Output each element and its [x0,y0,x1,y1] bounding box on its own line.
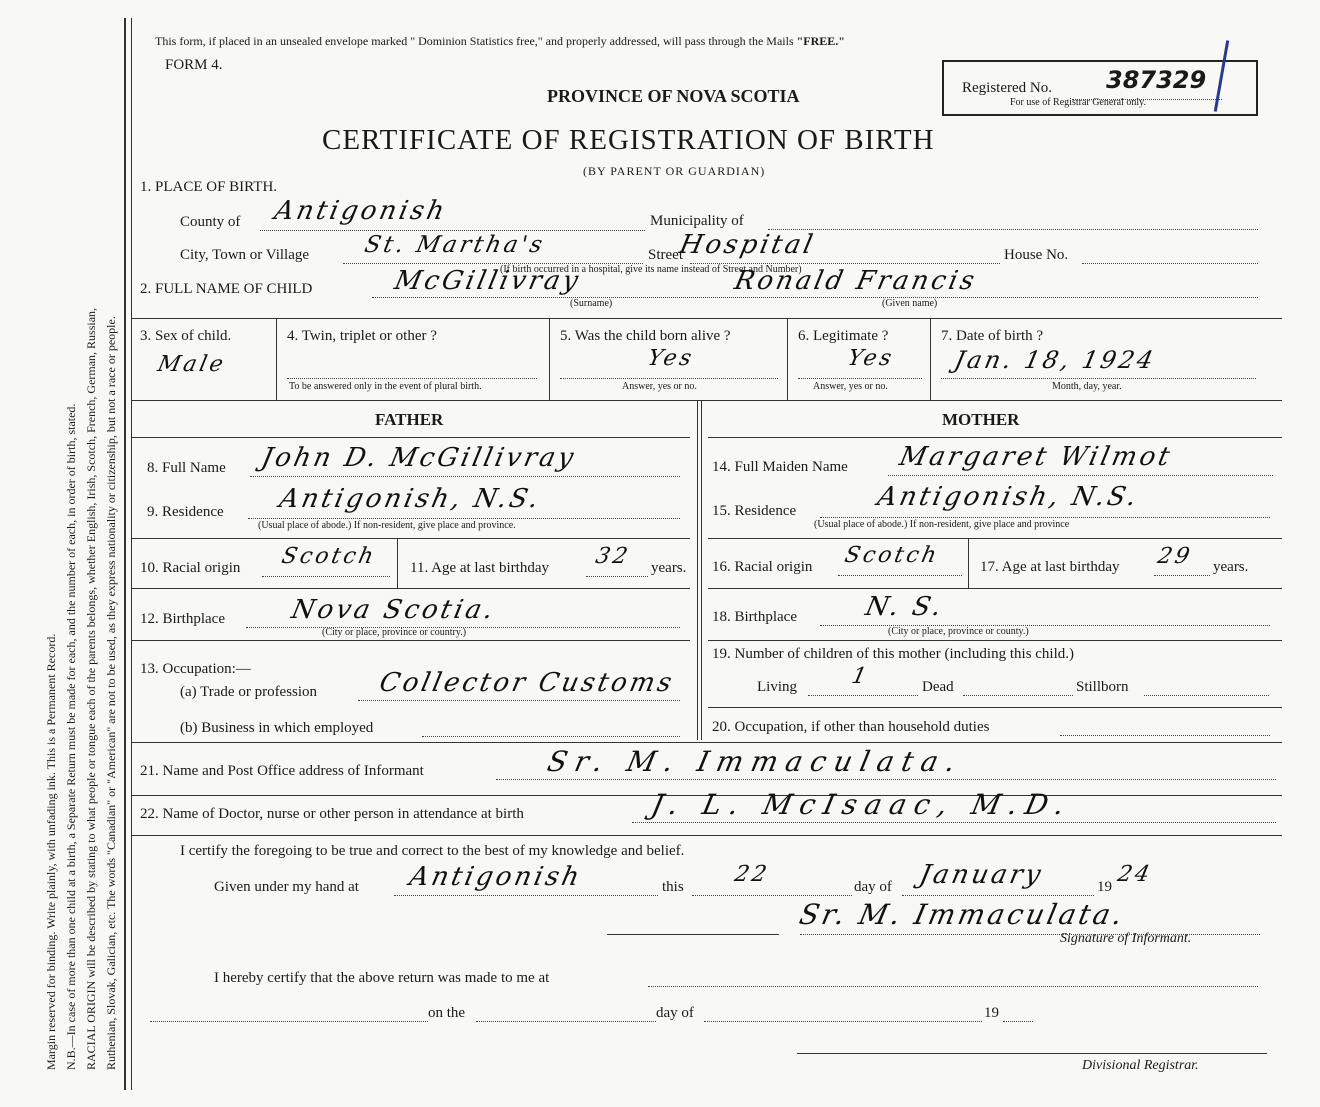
living-value: 1 [849,664,872,689]
legitimate-value: Yes [845,346,897,371]
mother-birthplace-value: N. S. [862,592,947,622]
trade-label: (a) Trade or profession [180,684,318,700]
sex-label: 3. Sex of child. [140,328,232,344]
municipality-label: Municipality of [650,213,744,229]
informant-label: 21. Name and Post Office address of Informant [140,763,424,779]
given-at-value: Antigonish [406,862,585,892]
margin-note-1: Margin reserved for binding. Write plainly, with unfading ink. This is a Permanent Record. [44,633,58,1070]
mother-age-value: 29 [1155,544,1195,569]
registrar-day-of-label: day of [656,1005,694,1021]
margin-note-2: N.B.—In case of more than one child at a birth, a Separate Return must be made for each, and the number of each, in order of birth, stated. [64,403,78,1070]
father-occupation-label: 13. Occupation:— [140,661,251,677]
mother-name-label: 14. Full Maiden Name [712,459,848,475]
mother-birthplace-label: 18. Birthplace [712,609,797,625]
province-heading: PROVINCE OF NOVA SCOTIA [547,86,800,106]
mother-residence-label: 15. Residence [712,503,797,519]
children-count-label: 19. Number of children of this mother (including this child.) [712,646,1075,662]
certify-month-value: January [916,860,1047,890]
registrar-statement: I hereby certify that the above return was made to me at [214,970,550,986]
city-label: City, Town or Village [180,247,310,263]
father-age-value: 32 [593,544,633,569]
county-label: County of [180,214,241,230]
mother-birthplace-note: (City or place, province or county.) [888,626,1029,637]
certify-statement: I certify the foregoing to be true and correct to the best of my knowledge and belief. [180,843,685,859]
mother-heading: MOTHER [942,410,1020,429]
child-surname-value: McGillivray [391,266,584,296]
father-residence-note: (Usual place of abode.) If non-resident, give place and province. [258,520,516,531]
registration-box [942,60,1258,116]
registrar-use-note: For use of Registrar General only. [1010,97,1146,108]
father-residence-value: Antigonish, N.S. [276,484,544,514]
county-value: Antigonish [271,196,450,226]
certificate-title: CERTIFICATE OF REGISTRATION OF BIRTH [322,124,935,156]
father-race-value: Scotch [279,544,379,569]
margin-note-3: RACIAL ORIGIN will be described by stating to what people or tongue each of the parents belongs, whether English, Irish, Scotch, French, German, Russian, [84,307,98,1070]
father-years-unit: years. [651,560,687,576]
street-value: Hospital [676,230,819,260]
mother-name-value: Margaret Wilmot [896,442,1176,472]
registrar-year-prefix: 19 [984,1005,999,1021]
year-prefix: 19 [1097,879,1112,895]
sex-value: Male [155,352,229,377]
business-label: (b) Business in which employed [180,720,374,736]
signature-caption: Signature of Informant. [1060,931,1192,946]
twin-label: 4. Twin, triplet or other ? [287,328,437,344]
city-value: St. Martha's [362,232,548,258]
father-residence-label: 9. Residence [147,504,224,520]
dead-label: Dead [922,679,954,695]
registered-no-value: 387329 [1106,66,1207,94]
margin-note-4: Ruthenian, Slovak, Galician, etc. The words "Canadian" or "American" are not to be used, as they express nationality or citizenship, but not a race or people. [104,316,118,1070]
given-caption: (Given name) [882,298,938,309]
born-alive-note: Answer, yes or no. [622,381,697,392]
dob-value: Jan. 18, 1924 [952,346,1159,374]
mother-residence-value: Antigonish, N.S. [874,482,1142,512]
mother-race-value: Scotch [842,543,942,568]
father-heading: FATHER [375,410,444,429]
street-label: Street [648,247,683,263]
legitimate-label: 6. Legitimate ? [798,328,889,344]
born-alive-label: 5. Was the child born alive ? [560,328,731,344]
father-birthplace-label: 12. Birthplace [140,611,225,627]
living-label: Living [757,679,797,695]
father-name-label: 8. Full Name [147,460,226,476]
given-at-label: Given under my hand at [214,879,359,895]
mother-years-unit: years. [1213,559,1249,575]
father-race-label: 10. Racial origin [140,560,241,576]
mother-age-label: 17. Age at last birthday [980,559,1120,575]
certificate-subtitle: (BY PARENT OR GUARDIAN) [583,164,766,178]
father-birthplace-value: Nova Scotia. [288,595,499,625]
mother-occupation-label: 20. Occupation, if other than household duties [712,719,990,735]
father-name-value: John D. McGillivray [258,443,580,473]
child-name-label: 2. FULL NAME OF CHILD [140,281,313,297]
trade-value: Collector Customs [376,668,678,698]
form-number: FORM 4. [165,57,223,73]
mail-note: This form, if placed in an unsealed envelope marked " Dominion Statistics free," and properly addressed, will pass through the Mails "FREE." [155,34,845,48]
place-of-birth-heading: 1. PLACE OF BIRTH. [140,179,278,195]
registrar-caption: Divisional Registrar. [1082,1058,1199,1073]
twin-note: To be answered only in the event of plural birth. [289,381,482,392]
hospital-note: (If birth occurred in a hospital, give its name instead of Street and Number) [500,264,802,275]
doctor-label: 22. Name of Doctor, nurse or other person in attendance at birth [140,806,524,822]
dob-note: Month, day, year. [1052,381,1122,392]
registered-no-label: Registered No. [962,80,1052,96]
house-label: House No. [1004,247,1069,263]
this-label: this [662,879,684,895]
day-of-label: day of [854,879,892,895]
child-given-value: Ronald Francis [731,266,980,296]
doctor-value: J. L. McIsaac, M.D. [648,788,1076,821]
mother-race-label: 16. Racial origin [712,559,813,575]
on-the-label: on the [428,1005,466,1021]
informant-signature: Sr. M. Immaculata. [796,898,1129,931]
stillborn-label: Stillborn [1076,679,1129,695]
legitimate-note: Answer, yes or no. [813,381,888,392]
father-age-label: 11. Age at last birthday [410,560,549,576]
mother-residence-note: (Usual place of abode.) If non-resident, give place and province [814,519,1070,530]
certify-day-value: 22 [732,862,772,887]
certify-year-value: 24 [1115,862,1155,887]
dob-label: 7. Date of birth ? [941,328,1044,344]
born-alive-value: Yes [645,346,697,371]
surname-caption: (Surname) [570,298,613,309]
informant-value: Sr. M. Immaculata. [544,745,967,778]
father-birthplace-note: (City or place, province or country.) [322,627,467,638]
